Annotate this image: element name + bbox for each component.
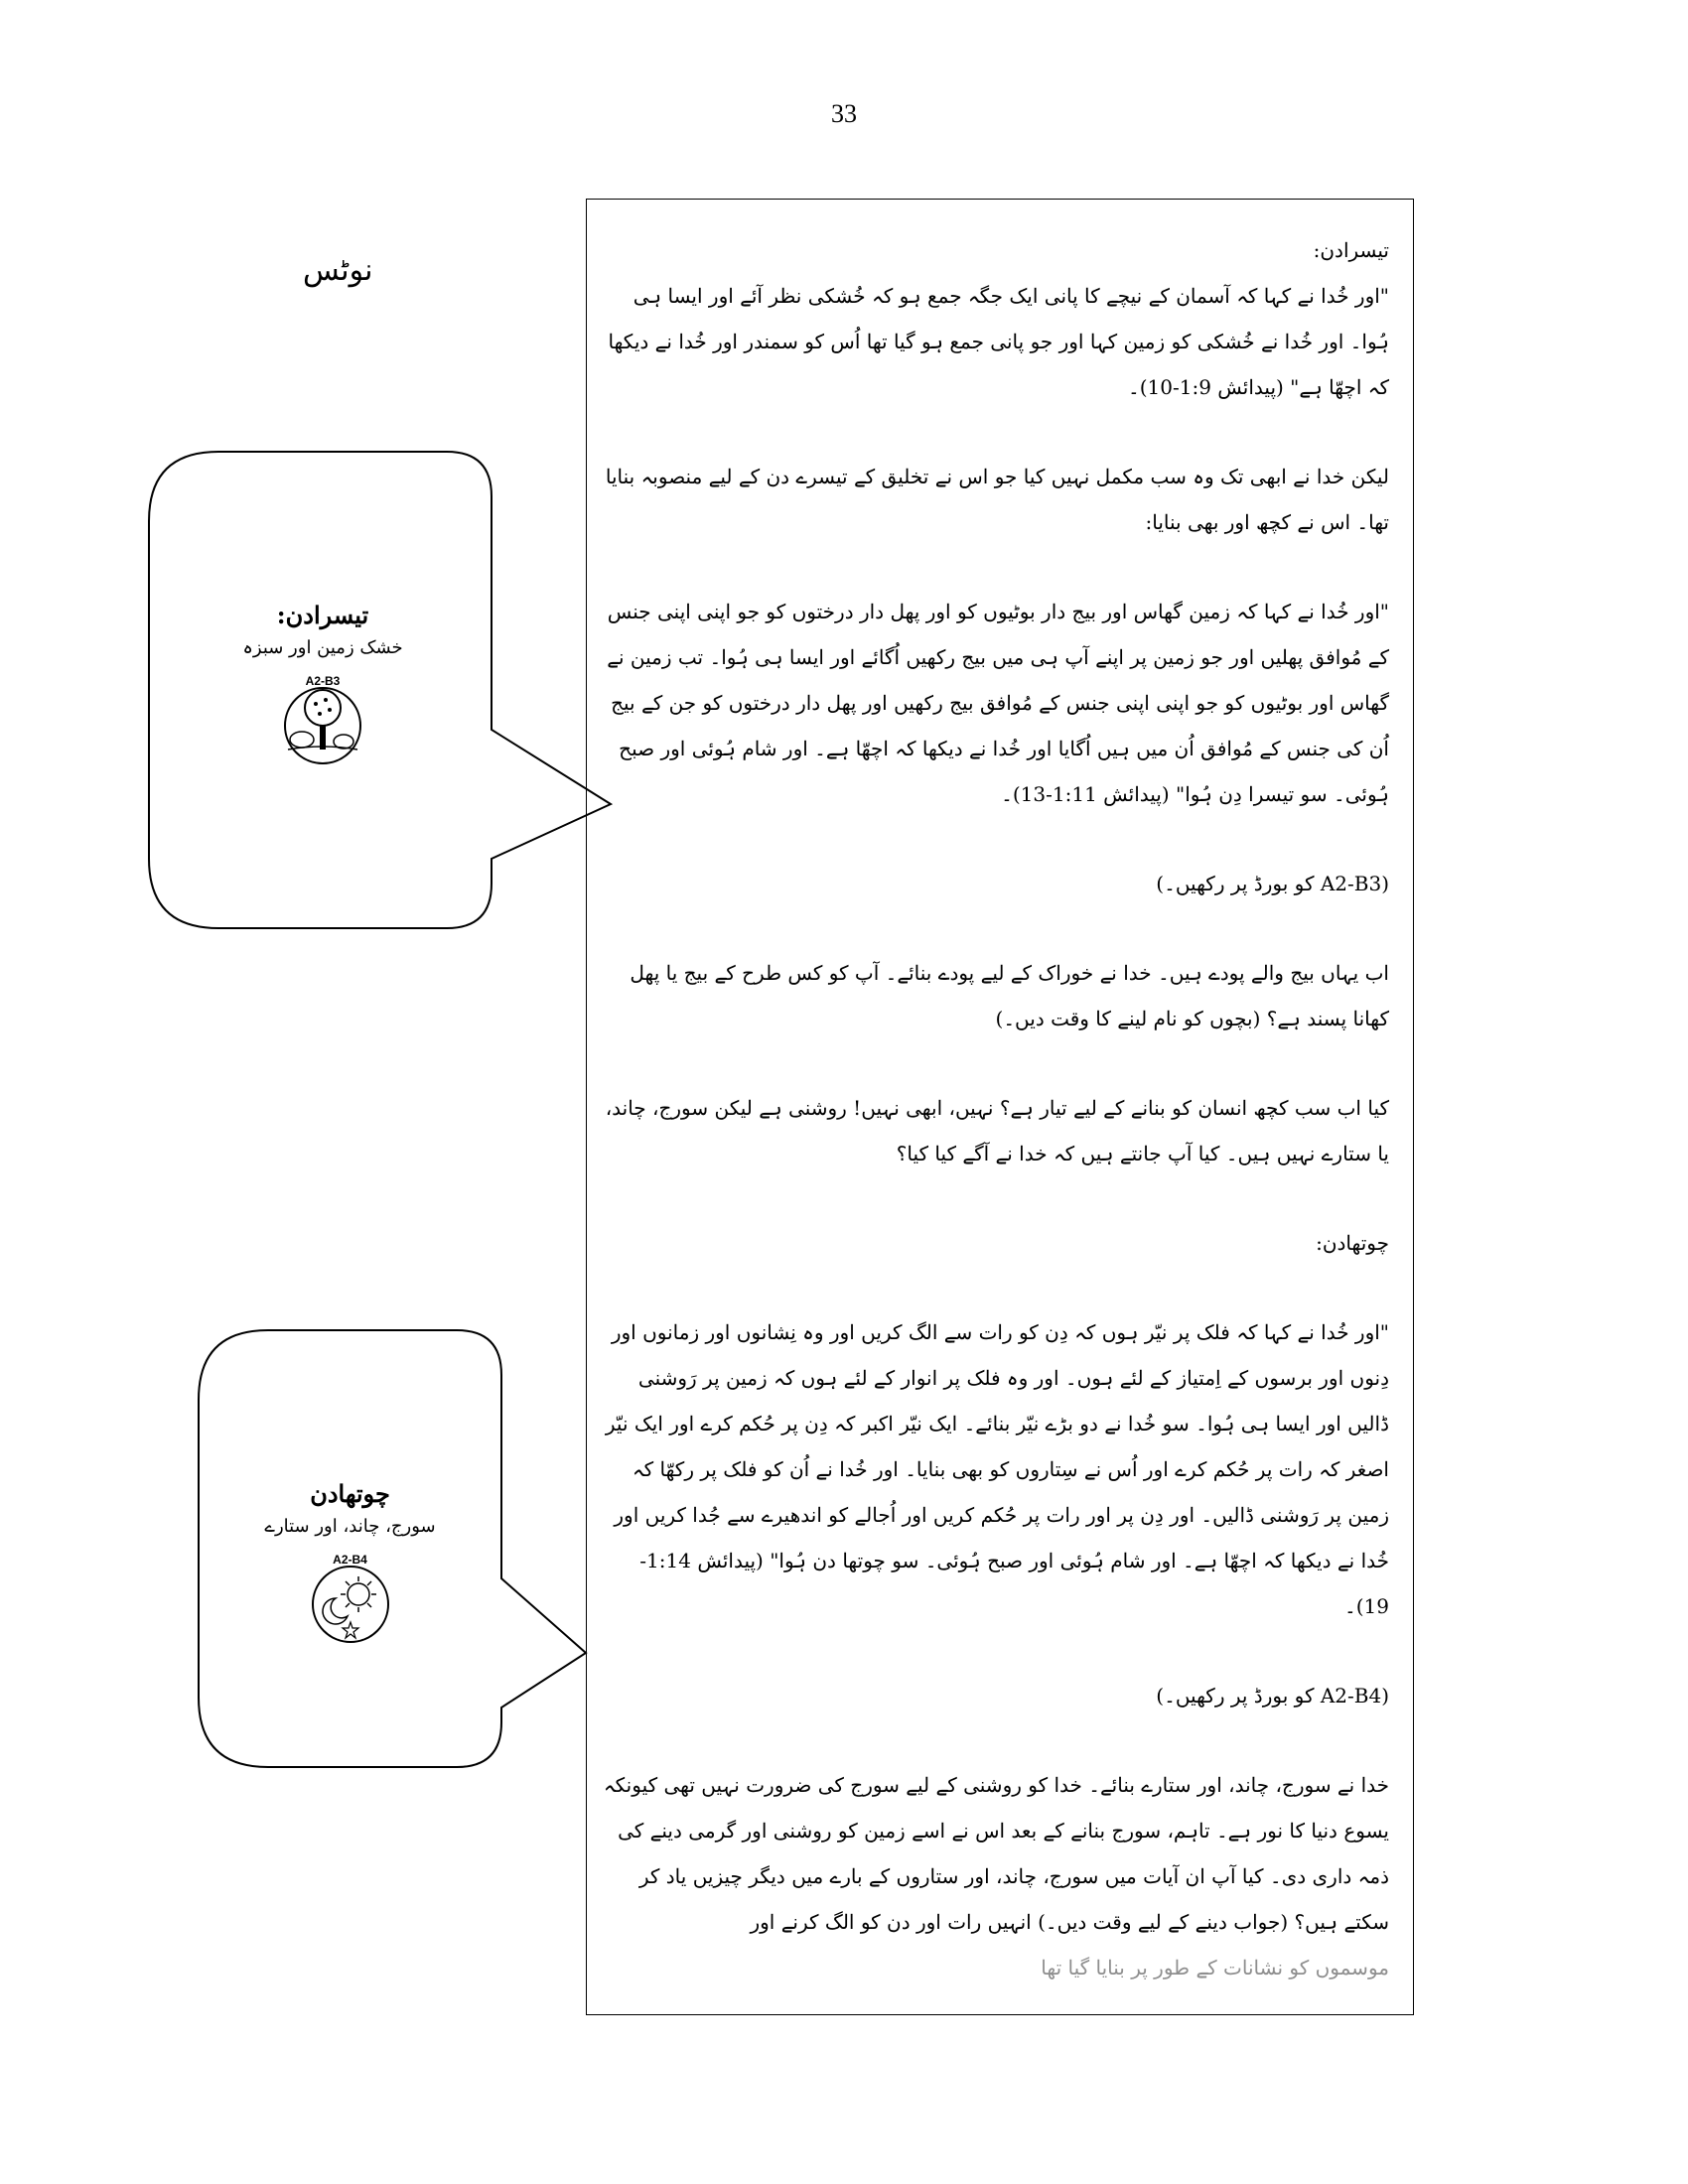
content-box xyxy=(586,199,1414,2015)
sticker-code: A2-B3 xyxy=(305,674,341,688)
sun-moon-star-icon xyxy=(296,1553,405,1662)
callout-subtitle: خشک زمین اور سبزہ xyxy=(242,637,403,658)
board-instruction: (A2-B3 کو بورڈ پر رکھیں۔) xyxy=(1156,872,1389,895)
callout-third-day xyxy=(149,452,616,928)
tree-and-bushes-icon xyxy=(268,674,377,783)
paragraph: اب یہاں بیج والے پودے ہیں۔ خدا نے خوراک کے لیے پودے بنائے۔ آپ کو کس طرح کے بیج یا پھل کھانا پسند ہے؟ (بچوں کو نام لینے کا وقت دیں۔) xyxy=(630,961,1389,1030)
page-number: 33 xyxy=(831,99,857,128)
notes-label: نوٹس xyxy=(303,253,373,288)
cut-off-line: موسموں کو نشانات کے طور پر بنایا گیا تھا xyxy=(1041,1956,1389,1979)
sticker-code: A2-B4 xyxy=(333,1553,367,1567)
callout-title: تیسرادن: xyxy=(276,601,369,629)
paragraph: کیا اب سب کچھ انسان کو بنانے کے لیے تیار ہے؟ نہیں، ابھی نہیں! روشنی ہے لیکن سورج، چاند، یا ستارے نہیں ہیں۔ کیا آپ جانتے ہیں کہ خدا نے آگے کیا کیا؟ xyxy=(605,1096,1389,1165)
content-text xyxy=(603,227,1389,1990)
paragraph: لیکن خدا نے ابھی تک وہ سب مکمل نہیں کیا جو اس نے تخلیق کے تیسرے دن کے لیے منصوبہ بنایا تھا۔ اس نے کچھ اور بھی بنایا: xyxy=(605,465,1389,534)
paragraph: "اور خُدا نے کہا کہ آسمان کے نیچے کا پانی ایک جگہ جمع ہو کہ خُشکی نظر آئے اور ایسا ہی ہُوا۔ اور خُدا نے خُشکی کو زمین کہا اور جو پانی جمع ہو گیا تھا اُس کو سمندر اور خُدا نے دیکھا کہ اچھّا ہے" (پیدائش 1:9-10)۔ xyxy=(608,284,1389,399)
paragraph: "اور خُدا نے کہا کہ فلک پر نیّر ہوں کہ دِن کو رات سے الگ کریں اور وہ نِشانوں اور زمانوں اور دِنوں اور برسوں کے اِمتیاز کے لئے ہوں۔ اور وہ فلک پر انوار کے لئے ہوں کہ زمین پر رَوشنی ڈالیں اور ایسا ہی ہُوا۔ سو خُدا نے دو بڑے نیّر بنائے۔ ایک نیّر اکبر کہ دِن پر حُکم کرے اور ایک نیّر اصغر کہ رات پر حُکم کرے اور اُس نے سِتاروں کو بھی بنایا۔ اور خُدا نے اُن کو فلک پر رکھّا کہ زمین پر رَوشنی ڈالیں۔ اور دِن پر اور رات پر حُکم کریں اور اُجالے کو اندھیرے سے جُدا کریں اور خُدا نے دیکھا کہ اچھّا ہے۔ اور شام ہُوئی اور صبح ہُوئی۔ سو چوتھا دن ہُوا" (پیدائش 1:14-19)۔ xyxy=(605,1320,1389,1618)
callout-fourth-day xyxy=(199,1330,616,1767)
callout-title: چوتھادن xyxy=(310,1479,390,1508)
fourth-day-heading: چوتھادن: xyxy=(1316,1231,1389,1255)
third-day-heading: تیسرادن: xyxy=(1313,238,1389,262)
paragraph: "اور خُدا نے کہا کہ زمین گھاس اور بیج دار بوٹیوں کو اور پھل دار درختوں کو جو اپنی اپنی جنس کے مُوافق پھلیں اور جو زمین پر اپنے آپ ہی میں بیج رکھیں اُگائے اور ایسا ہی ہُوا۔ تب زمین نے گھاس اور بوٹیوں کو جو اپنی اپنی جنس کے مُوافق بیج رکھیں اور پھل دار درختوں کو جن کے بیج اُن کی جنس کے مُوافق اُن میں ہیں اُگایا اور خُدا نے دیکھا کہ اچھّا ہے۔ اور شام ہُوئی اور صبح ہُوئی۔ سو تیسرا دِن ہُوا" (پیدائش 1:11-13)۔ xyxy=(607,600,1389,806)
paragraph: خدا نے سورج، چاند، اور ستارے بنائے۔ خدا کو روشنی کے لیے سورج کی ضرورت نہیں تھی کیونکہ یسوع دنیا کا نور ہے۔ تاہم، سورج بنانے کے بعد اس نے اسے زمین کو روشنی اور گرمی دینے کی ذمہ داری دی۔ کیا آپ ان آیات میں سورج، چاند، اور ستاروں کے بارے میں دیگر چیزیں یاد کر سکتے ہیں؟ (جواب دینے کے لیے وقت دیں۔) انہیں رات اور دن کو الگ کرنے اور xyxy=(603,1773,1389,1934)
callout-subtitle: سورج، چاند، اور ستارے xyxy=(264,1516,436,1537)
board-instruction: (A2-B4 کو بورڈ پر رکھیں۔) xyxy=(1156,1684,1389,1707)
